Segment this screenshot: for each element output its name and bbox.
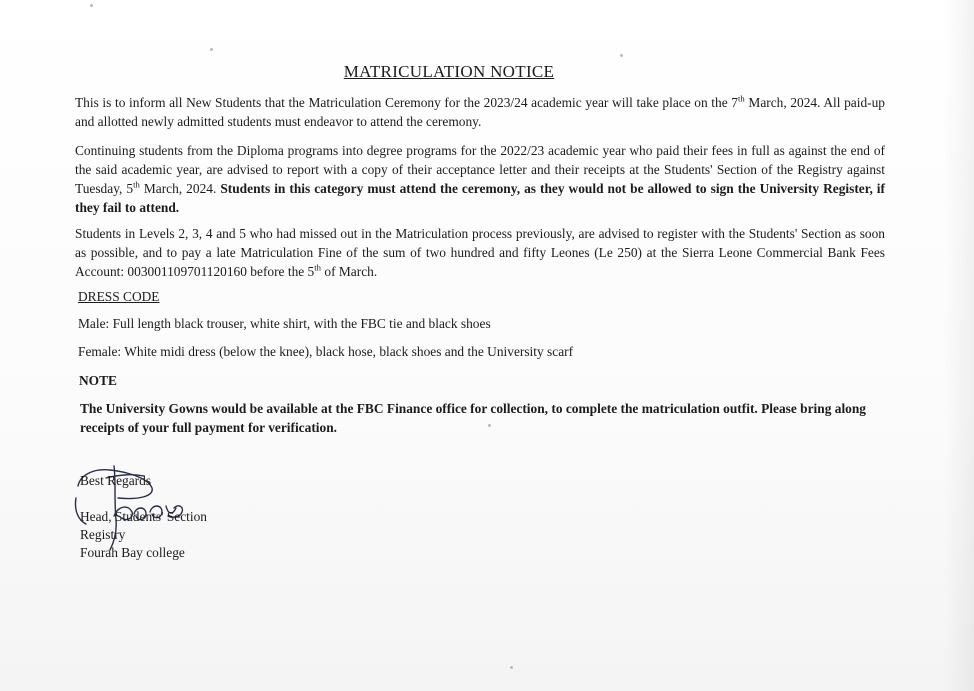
- closing-text: Best Regards: [80, 473, 152, 488]
- note-text: The University Gowns would be available at the FBC Finance office for collection, to complete the matriculation outfit. Please bring along receipts of your full payment for verification.: [80, 401, 866, 435]
- paragraph-text: March, 2024.: [139, 181, 221, 196]
- signatory-institution: Fourah Bay college: [80, 545, 185, 560]
- paragraph-text: Students in Levels 2, 3, 4 and 5 who had missed out in the Matriculation process previously, are advised to register with the Students' Section as soon as possible, and to pay a late Matriculation Fine of the sum of two hundred and fifty Leones (Le 250) at the Sierra Leone Commercial Bank Fees Account: 003001109701120160 before the 5: [75, 226, 885, 279]
- paragraph-text: of March.: [321, 264, 378, 279]
- dress-code-female: Female: White midi dress (below the knee), black hose, black shoes and the University scarf: [78, 344, 574, 359]
- paragraph-continuing-students: [75, 141, 885, 217]
- paragraph-text: Continuing students from the Diploma programs into degree programs for the 2022/23 academic year who paid their fees in full as against the end of the said academic year, are advised to report with a copy of their acceptance letter and their receipts at the Students' Section of the Registry against Tuesday, 5: [75, 143, 885, 196]
- scan-speck: [510, 666, 513, 669]
- scan-speck: [90, 4, 93, 7]
- signatory-department: Registry: [80, 527, 126, 542]
- paragraph-late-registration: [75, 224, 885, 281]
- signature-block: [80, 472, 207, 562]
- notice-title: MATRICULATION NOTICE: [343, 62, 555, 81]
- ordinal-suffix: th: [738, 93, 745, 104]
- paragraph-ceremony-date: [75, 93, 885, 131]
- paragraph-text: March, 2024. All paid-up and allotted newly admitted students must endeavor to attend the ceremony.: [75, 95, 885, 129]
- paragraph-text: This is to inform all New Students that the Matriculation Ceremony for the 2023/24 academic year will take place on the 7: [75, 95, 738, 110]
- page-edge-shadow: [944, 0, 974, 691]
- signature-gap: [80, 490, 207, 508]
- signatory-title: Head, Students' Section: [80, 509, 208, 524]
- note-heading: NOTE: [79, 373, 117, 388]
- paragraph-bold-warning: Students in this category must attend the ceremony, as they would not be allowed to sign the University Register, if they fail to attend.: [75, 181, 885, 215]
- ordinal-suffix: th: [314, 262, 322, 273]
- scan-speck: [210, 48, 213, 51]
- scan-speck: [620, 54, 623, 57]
- dress-code-male: Male: Full length black trouser, white shirt, with the FBC tie and black shoes: [78, 316, 491, 331]
- ordinal-suffix: th: [133, 179, 140, 190]
- dress-code-heading: DRESS CODE: [78, 289, 160, 304]
